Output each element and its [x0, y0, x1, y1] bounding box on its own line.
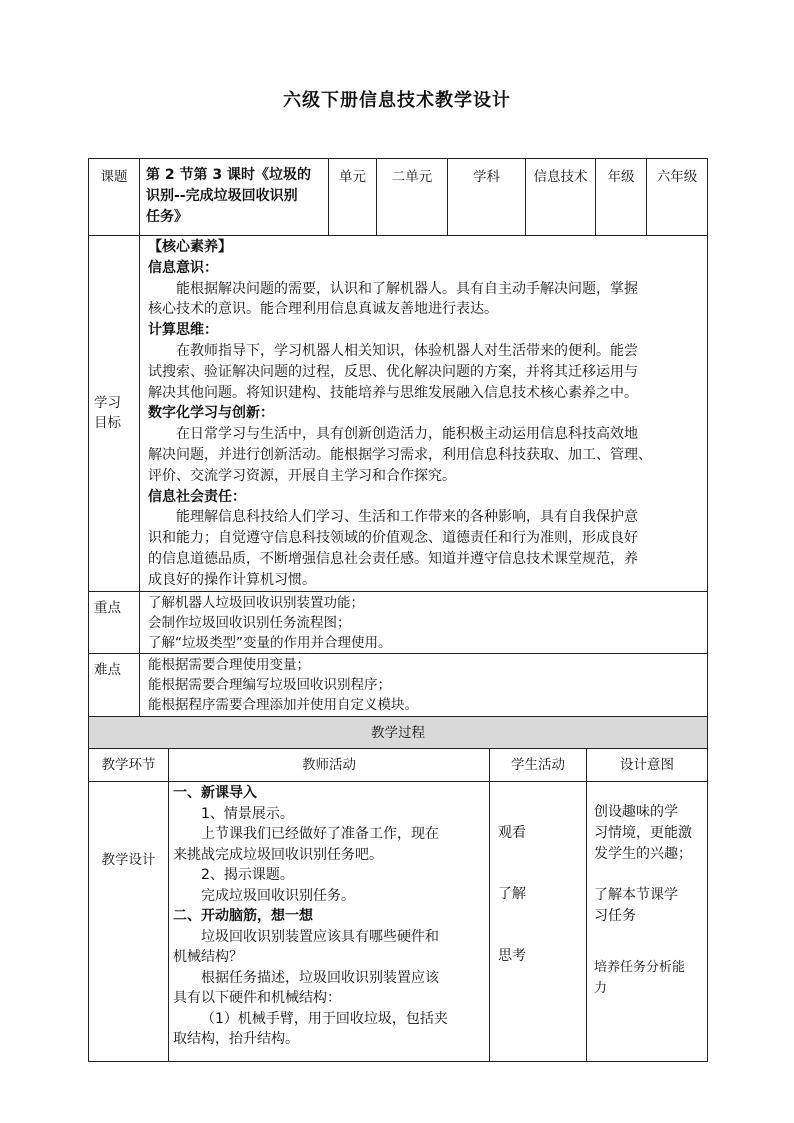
grade-value: 六年级	[647, 159, 708, 236]
difficulties-content: 能根据需要合理使用变量； 能根据需要合理编写垃圾回收识别程序； 能根据程序需要合理添加并使用自定义模块。	[140, 653, 708, 717]
process-title-row	[89, 717, 708, 749]
process-title: 教学过程	[89, 717, 708, 749]
topic-value: 第 2 节第 3 课时《垃圾的 识别--完成垃圾回收识别 任务》	[140, 159, 329, 236]
objectives-row	[89, 236, 708, 592]
design-intent-cell: 创设趣味的学 习情境，更能激 发学生的兴趣； 了解本节课学 习任务 培养任务分析能 力	[587, 782, 708, 1062]
difficulties-row	[89, 653, 708, 717]
keypoints-row	[89, 591, 708, 653]
teacher-activity-cell: 一、新课导入 1、情景展示。 上节课我们已经做好了准备工作，现在 来挑战完成垃圾回收识别任务吧。 2、揭示课题。 完成垃圾回收识别任务。 二、开动脑筋，想一想 垃圾回收识别装置应该具有哪些硬件和 机械结构？ 根据任务描述，垃圾回收识别装置应该 具有以下硬件和机械结构： （1）机械手臂，用于回收垃圾，包括夹 取结构，抬升结构。	[169, 782, 490, 1062]
student-activity-cell: 观看 了解 思考	[490, 782, 587, 1062]
grade-label: 年级	[596, 159, 647, 236]
lesson-info-table	[88, 158, 708, 718]
stage-cell: 教学设计	[89, 782, 169, 1062]
subject-value: 信息技术	[526, 159, 596, 236]
col-student-header: 学生活动	[490, 749, 587, 782]
keypoints-label: 重点	[89, 591, 140, 653]
unit-value: 二单元	[377, 159, 448, 236]
process-body-row	[89, 782, 708, 1062]
subject-label: 学科	[448, 159, 526, 236]
objectives-label: 学习 目标	[89, 236, 140, 592]
objectives-content: 【核心素养】 信息意识： 能根据解决问题的需要，认识和了解机器人。具有自主动手解决问题，掌握 核心技术的意识。能合理利用信息真诚友善地进行表达。 计算思维： 在教师指导下，学习机器人相关知识，体验机器人对生活带来的便利。能尝 试搜索、验证解决问题的过程，反思、优化解决问题的方案，并将其迁移运用与 解决其他问题。将知识建构、技能培养与思维发展融入信息技术核心素养之中。 数字化学习与创新： 在日常学习与生活中，具有创新创造活力，能积极主动运用信息科技高效地 解决问题，并进行创新活动。能根据学习需求，利用信息科技获取、加工、管理、 评价、交流学习资源，开展自主学习和合作探究。 信息社会责任： 能理解信息科技给人们学习、生活和工作带来的各种影响，具有自我保护意 识和能力；自觉遵守信息科技领域的价值观念、道德责任和行为准则，形成良好 的信息道德品质，不断增强信息社会责任感。知道并遵守信息技术课堂规范，养 成良好的操作计算机习惯。	[140, 236, 708, 592]
keypoints-content: 了解机器人垃圾回收识别装置功能； 会制作垃圾回收识别任务流程图； 了解“垃圾类型”变量的作用并合理使用。	[140, 591, 708, 653]
header-row	[89, 159, 708, 236]
col-stage-header: 教学环节	[89, 749, 169, 782]
topic-label: 课题	[89, 159, 140, 236]
document-title: 六级下册信息技术教学设计	[283, 90, 511, 111]
difficulties-label: 难点	[89, 653, 140, 717]
process-header-row	[89, 749, 708, 782]
col-teacher-header: 教师活动	[169, 749, 490, 782]
unit-label: 单元	[329, 159, 377, 236]
col-intent-header: 设计意图	[587, 749, 708, 782]
teaching-process-table	[88, 716, 708, 1062]
